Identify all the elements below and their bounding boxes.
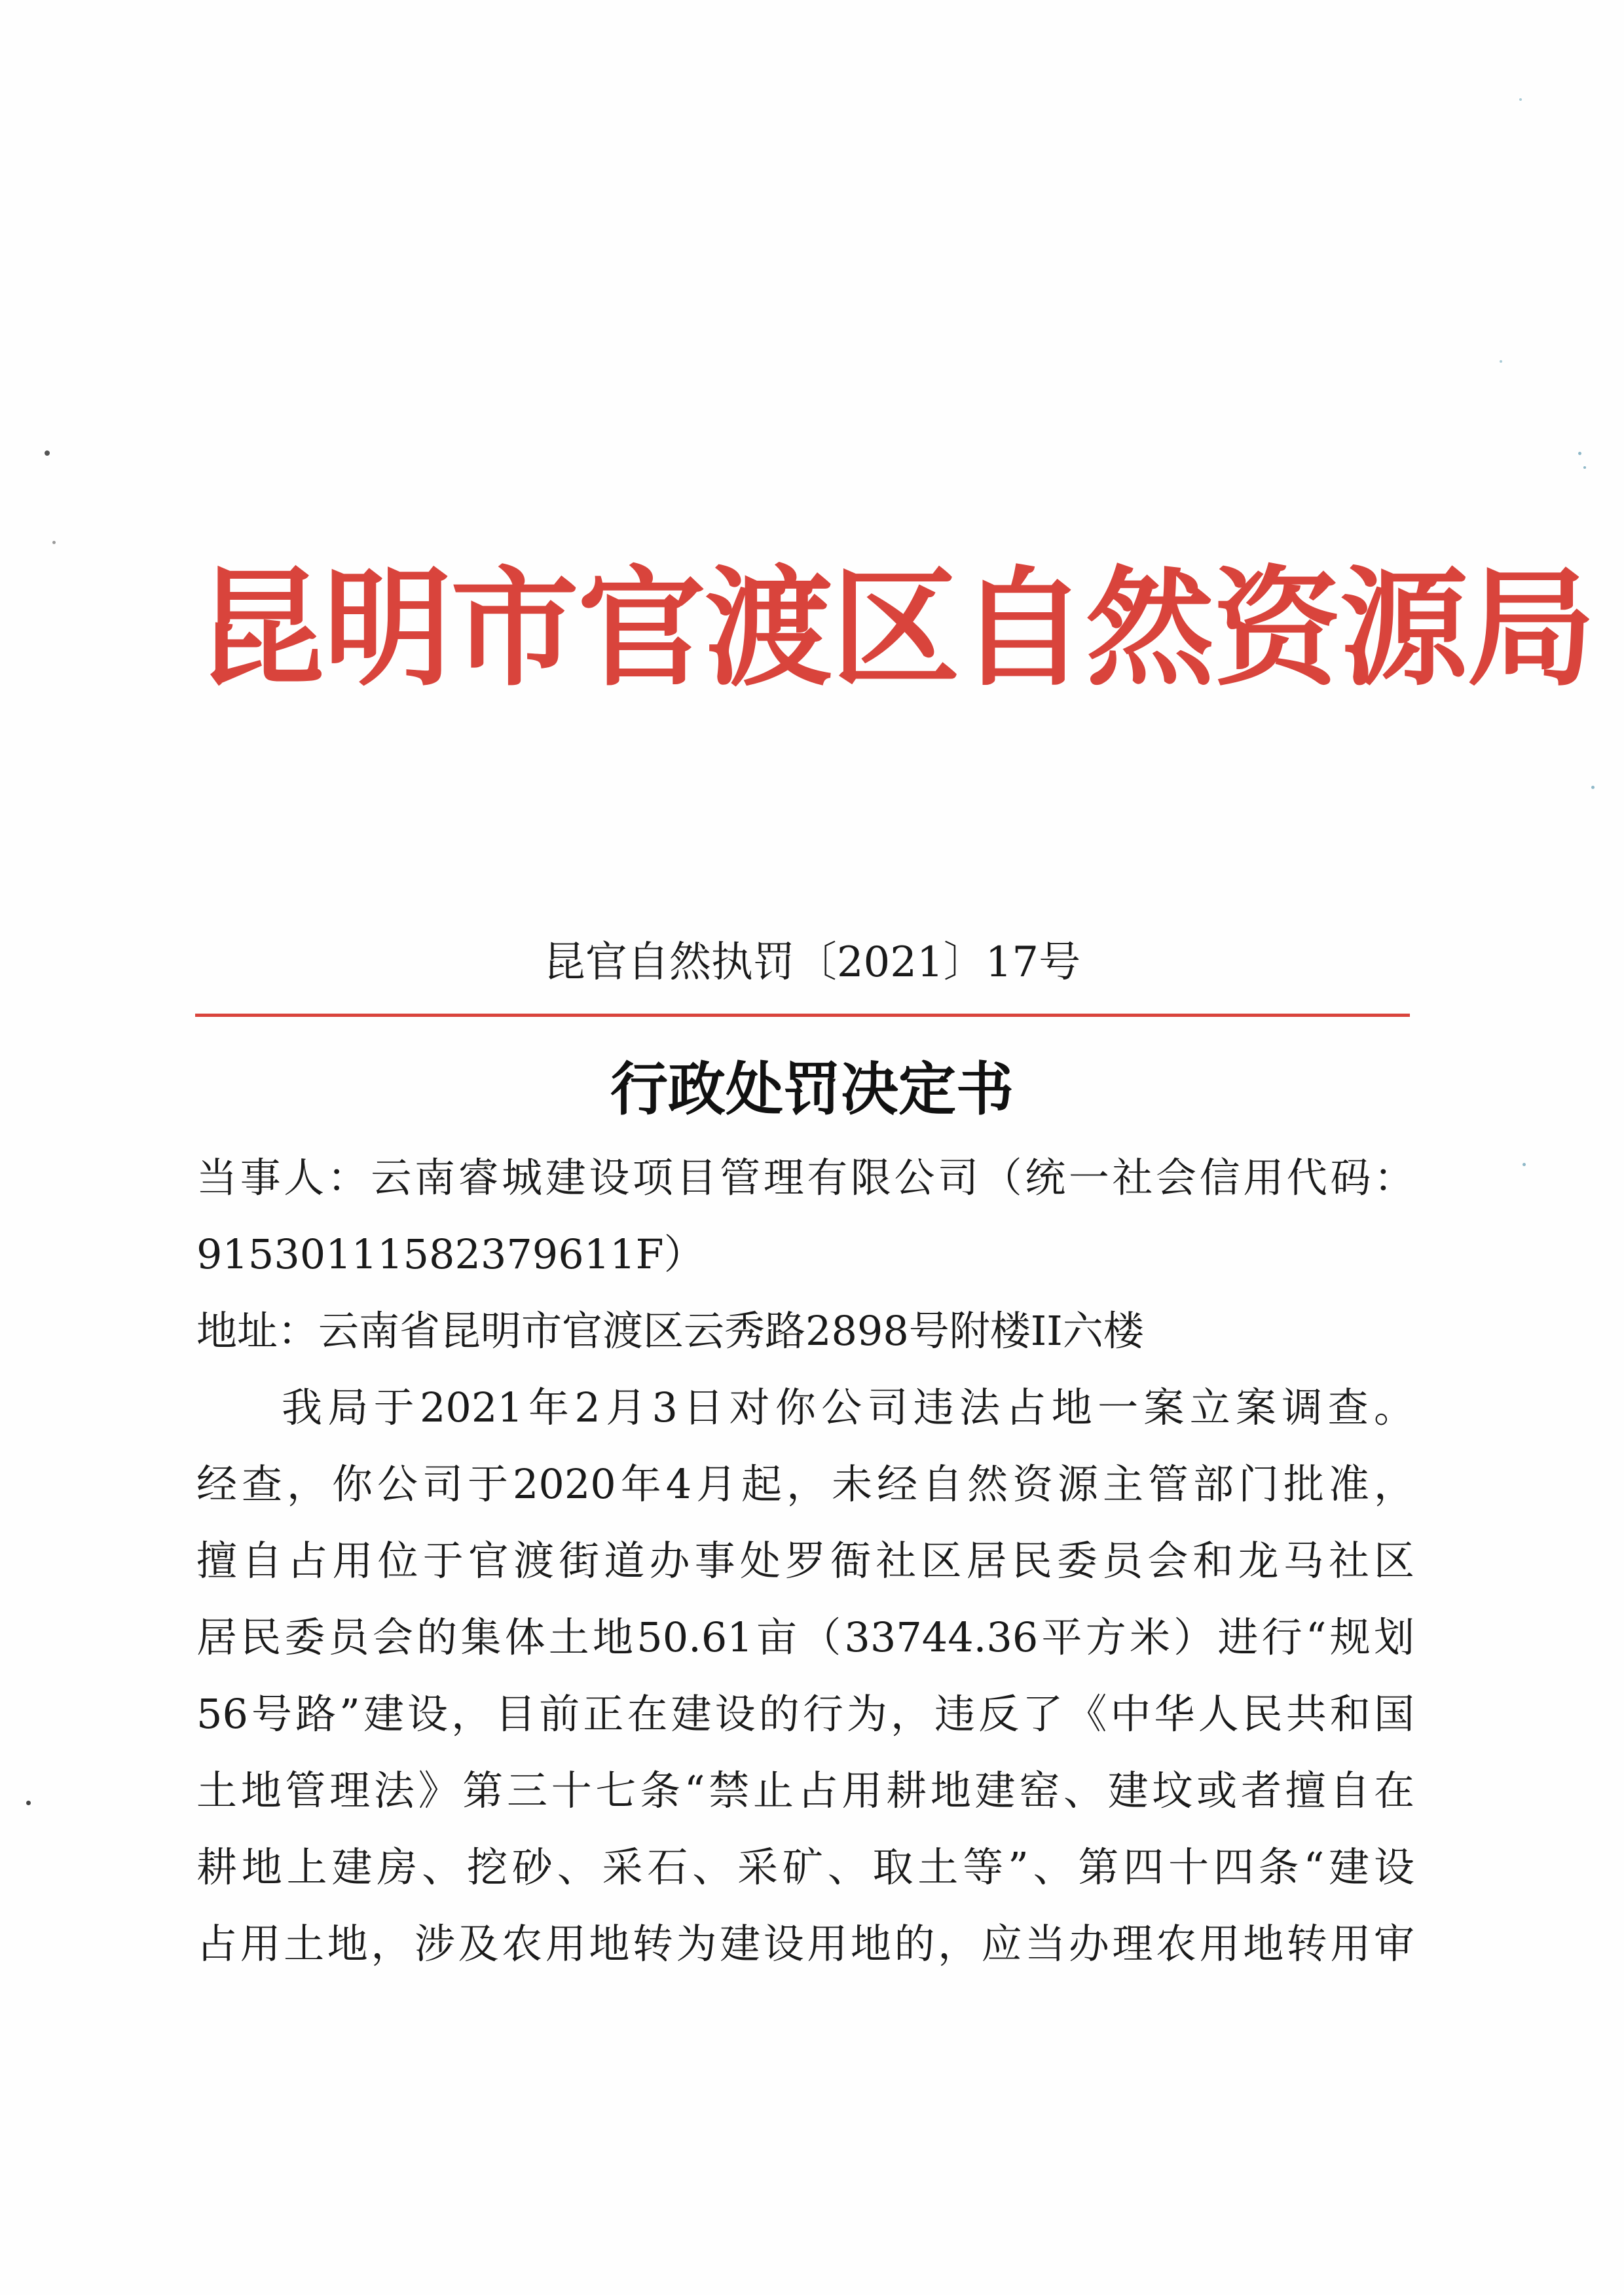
paragraph-line: 我局于2021年2月3日对你公司违法占地一案立案调查。 (282, 1384, 1414, 1431)
scan-speck (1578, 452, 1581, 455)
document-title: 行政处罚决定书 (610, 1055, 1014, 1123)
scan-speck (1583, 466, 1586, 469)
paragraph-line: 经查，你公司于2020年4月起，未经自然资源主管部门批准， (196, 1460, 1414, 1508)
document-body (196, 1139, 1414, 1982)
document-number: 昆官自然执罚〔2021〕17号 (543, 938, 1081, 987)
scan-speck (52, 541, 56, 544)
scan-speck (1500, 360, 1502, 363)
letterhead-agency-name: 昆明市官渡区自然资源局 (196, 553, 1595, 704)
letterhead-red-rule (195, 1014, 1410, 1017)
paragraph-line: 耕地上建房、挖砂、采石、采矿、取土等”、第四十四条“建设 (196, 1843, 1414, 1891)
credit-code-line: 91530111582379611F） (196, 1230, 705, 1278)
paragraph-line: 居民委员会的集体土地50.61亩（33744.36平方米）进行“规划 (196, 1613, 1414, 1661)
scan-speck (45, 450, 50, 456)
paragraph-line: 擅自占用位于官渡街道办事处罗衙社区居民委员会和龙马社区 (196, 1537, 1414, 1585)
scan-speck (1519, 98, 1522, 101)
scan-speck (1522, 1163, 1526, 1166)
scan-speck (26, 1801, 31, 1805)
address-line: 地址：云南省昆明市官渡区云秀路2898号附楼II六楼 (196, 1307, 1144, 1355)
scan-speck (1591, 786, 1595, 789)
paragraph-line: 土地管理法》第三十七条“禁止占用耕地建窑、建坟或者擅自在 (196, 1767, 1414, 1814)
paragraph-line: 占用土地，涉及农用地转为建设用地的，应当办理农用地转用审 (196, 1920, 1414, 1968)
paragraph-line: 56号路”建设，目前正在建设的行为，违反了《中华人民共和国 (196, 1690, 1414, 1738)
party-line: 当事人：云南睿城建设项目管理有限公司（统一社会信用代码： (196, 1154, 1414, 1202)
